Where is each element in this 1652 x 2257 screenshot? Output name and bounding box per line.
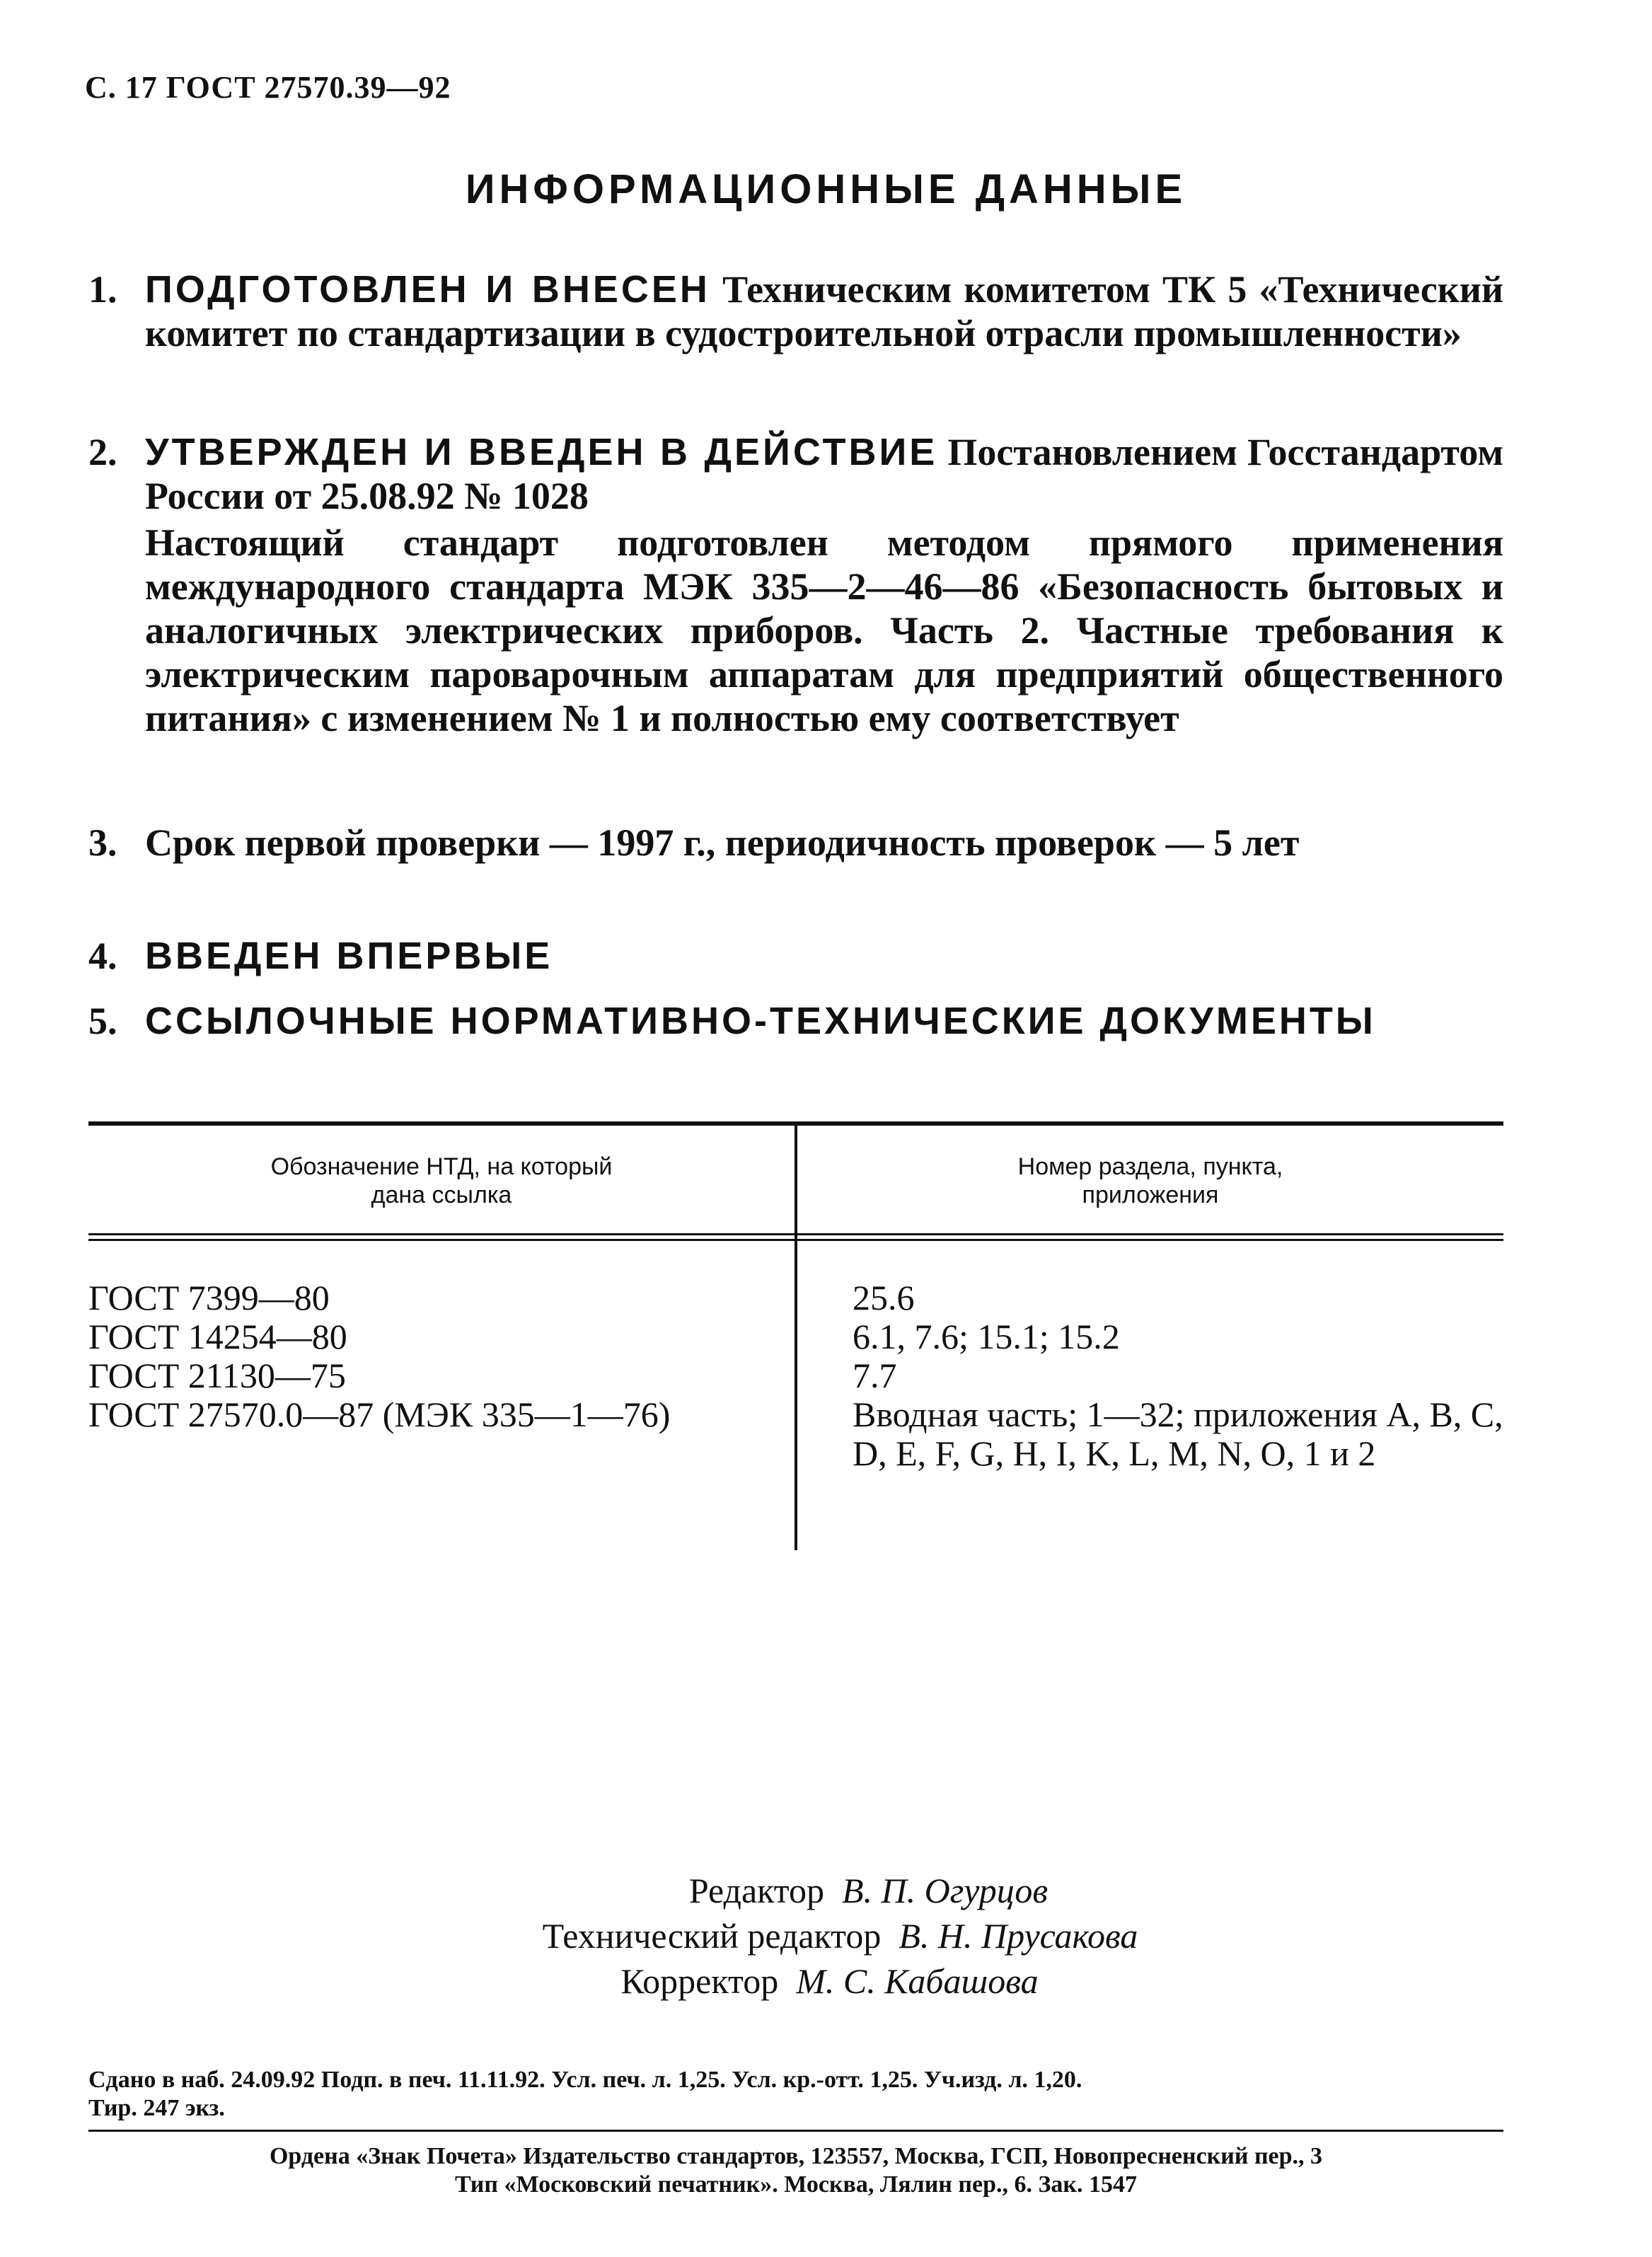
- table-header-section: Номер раздела, пункта, приложения: [1017, 1153, 1283, 1208]
- page-header: С. 17 ГОСТ 27570.39—92: [85, 70, 451, 105]
- item-caption: ССЫЛОЧНЫЕ НОРМАТИВНО-ТЕХНИЧЕСКИЕ ДОКУМЕНТЫ: [145, 1000, 1376, 1042]
- credits: [0, 1868, 1652, 2004]
- item-number: 2.: [88, 431, 117, 473]
- item-caption: УТВЕРЖДЕН И ВВЕДЕН В ДЕЙСТВИЕ: [145, 431, 938, 473]
- table-cell-doc: ГОСТ 7399—80: [88, 1278, 330, 1317]
- editor-role: Редактор: [688, 1871, 824, 1910]
- publisher-info: [88, 2142, 1503, 2199]
- item-number: 4.: [88, 935, 117, 977]
- table-cell-doc: ГОСТ 21130—75: [88, 1356, 346, 1395]
- item-note: Настоящий стандарт подготовлен методом прямого применения международного стандарта МЭК 335—2—46—86 «Безопасность бытовых и аналогичных электрических приборов. Часть 2. Частные требования к электрическим пароварочным аппаратам для предприятий общественного питания» с изменением № 1 и полностью ему соответствует: [145, 521, 1503, 739]
- item-caption: ПОДГОТОВЛЕН И ВНЕСЕН: [145, 268, 710, 311]
- item-number: 1.: [88, 268, 117, 311]
- editor-name: В. П. Огурцов: [842, 1871, 1049, 1910]
- corrector-role: Корректор: [620, 1961, 779, 2001]
- tech-editor-role: Технический редактор: [542, 1916, 882, 1956]
- table-column-sections: [853, 1278, 1513, 1473]
- page-title: ИНФОРМАЦИОННЫЕ ДАННЫЕ: [465, 166, 1187, 212]
- info-item-5: [88, 999, 1503, 1043]
- imprint-line: Сдано в наб. 24.09.92 Подп. в печ. 11.11.92. Усл. печ. л. 1,25. Усл. кр.-отт. 1,25. Уч.изд. л. 1,20.: [88, 2067, 1082, 2093]
- table-cell-section: Вводная часть; 1—32; приложения А, B, C, D, E, F, G, H, I, K, L, M, N, O, 1 и 2: [853, 1395, 1513, 1473]
- table-column-divider: [795, 1126, 797, 1550]
- table-cell-section: 25.6: [853, 1278, 915, 1317]
- tech-editor-name: В. Н. Прусакова: [899, 1916, 1138, 1956]
- item-caption: ВВЕДЕН ВПЕРВЫЕ: [145, 935, 553, 977]
- imprint: [88, 2066, 1503, 2123]
- info-item-4: [88, 934, 1503, 978]
- item-text: Техническим комитетом ТК 5 «Технический комитет по стандартизации в судостроительной отрасли промышленности»: [145, 268, 1503, 354]
- item-text: Срок первой проверки — 1997 г., периодичность проверок — 5 лет: [145, 821, 1300, 864]
- table-cell-section: 6.1, 7.6; 15.1; 15.2: [853, 1317, 1120, 1356]
- reference-table: [88, 1121, 1513, 1560]
- info-item-3: [88, 821, 1503, 865]
- item-number: 3.: [88, 821, 117, 864]
- imprint-line: Тир. 247 экз.: [88, 2095, 225, 2121]
- info-item-1: [88, 267, 1503, 355]
- corrector-name: М. С. Кабашова: [796, 1961, 1039, 2001]
- item-number: 5.: [88, 1000, 117, 1042]
- publisher-line: Тип «Московский печатник». Москва, Лялин пер., 6. Зак. 1547: [454, 2171, 1138, 2198]
- table-cell-section: 7.7: [853, 1356, 897, 1395]
- publisher-line: Ордена «Знак Почета» Издательство стандартов, 123557, Москва, ГСП, Новопресненский пер., 3: [269, 2143, 1323, 2169]
- item-text: Постановлением Госстандартом России от 25.08.92 № 1028: [145, 431, 1503, 517]
- table-cell-doc: ГОСТ 14254—80: [88, 1317, 347, 1356]
- table-header-document: Обозначение НТД, на который дана ссылка: [270, 1153, 613, 1208]
- table-column-documents: [88, 1278, 789, 1434]
- table-cell-doc: ГОСТ 27570.0—87 (МЭК 335—1—76): [88, 1395, 671, 1434]
- imprint-rule: [88, 2130, 1503, 2132]
- info-item-2: [88, 430, 1503, 740]
